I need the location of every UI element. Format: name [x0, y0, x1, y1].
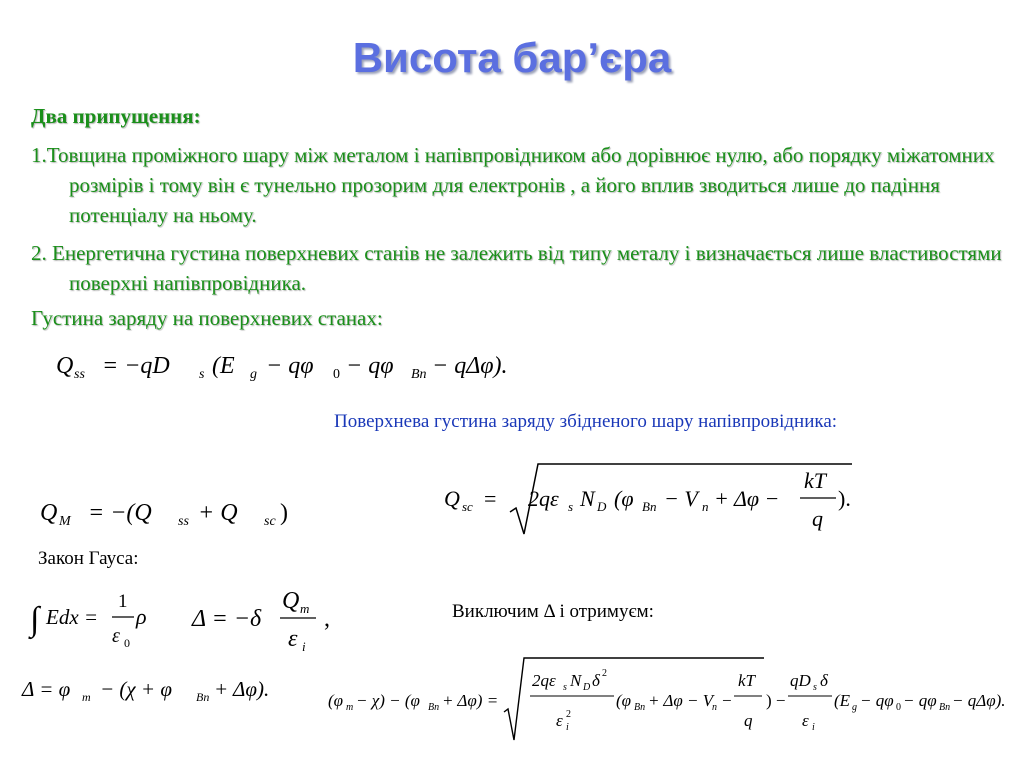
integral-sign: ∫ — [30, 601, 40, 638]
qss-sub-g: g — [250, 367, 257, 382]
gauss-num: 1 — [118, 591, 128, 612]
qsc-formula — [440, 460, 870, 542]
phi-sub-Bn: Bn — [196, 690, 210, 704]
delta-den: ε — [288, 626, 298, 652]
delta-num-sub: m — [300, 601, 310, 616]
final-frac2-den: ε — [802, 711, 809, 730]
qsc-paren: (φ — [614, 486, 634, 511]
qss-sub-0: 0 — [333, 367, 340, 382]
qss-sub-Bn: Bn — [411, 367, 427, 382]
gauss-den: ε — [112, 625, 120, 647]
slide-title: Висота бар’єра — [352, 34, 672, 81]
qsc-frac-den: q — [812, 506, 823, 531]
final-lhs: (φ — [328, 691, 344, 710]
assumption-1: 1.Товщина проміжного шару між металом і напівпровідником або дорівнює нулю, або порядку міжатомних розмірів і тому він є тунельно прозорим для електронів , а його вплив зводиться лише до падіння потенціалу на ньому. — [31, 143, 995, 227]
final-tail: (E — [834, 691, 851, 710]
qsc-body: 2qε — [528, 486, 559, 511]
gauss-edx: Edx = — [46, 605, 99, 629]
final-tail3: − qφ — [903, 691, 937, 710]
gauss-den-sub: 0 — [124, 636, 130, 650]
final-sqrt-nd: N — [570, 671, 582, 690]
delta-lhs: Δ = −δ — [192, 606, 262, 632]
qss-tail: (E — [212, 353, 235, 379]
final-tail-sub-0: 0 — [896, 702, 901, 713]
final-paren-sub-n: n — [712, 702, 717, 713]
delta-formula — [190, 582, 340, 654]
final-frac2-den-sub: i — [812, 722, 815, 733]
qss-tail3: − qφ — [346, 353, 394, 379]
final-part1: − χ) − (φ — [356, 691, 420, 710]
final-paren-sub: Bn — [634, 702, 646, 713]
final-part2: + Δφ) = — [442, 691, 499, 710]
phi-line: Δ = φ — [22, 677, 71, 701]
phi-end: + Δφ). — [214, 677, 270, 701]
final-frac2-num-sub: s — [813, 682, 817, 693]
gauss-formula — [30, 588, 160, 648]
qsc-lhs-sub: sc — [462, 499, 473, 514]
final-sub-m: m — [346, 702, 354, 713]
gauss-law-label: Закон Гауса: — [38, 548, 139, 569]
qsc-sub-D: D — [597, 499, 607, 514]
qss-tail2: − qφ — [266, 353, 314, 379]
final-kt-num: kT — [738, 671, 755, 690]
final-kt-den: q — [744, 711, 753, 730]
final-sqrt-den-sup: 2 — [566, 709, 571, 720]
final-tail-sub-Bn: Bn — [939, 702, 951, 713]
phi-rest: − (χ + φ — [100, 677, 172, 701]
qm-lhs: Q — [40, 500, 58, 526]
final-paren: (φ — [616, 691, 632, 710]
qm-sub: M — [59, 514, 71, 529]
qm-sub-sc: sc — [264, 514, 276, 529]
qsc-nd: N — [580, 486, 595, 511]
delta-comma: , — [324, 606, 330, 632]
qm-formula — [36, 494, 288, 530]
qss-formula — [52, 345, 522, 385]
qsc-eq: = — [484, 486, 497, 511]
phi-sub-m: m — [82, 690, 91, 704]
qss-lhs-sub: ss — [74, 367, 85, 382]
final-sqrt-den: ε — [556, 711, 563, 730]
qsc-close: ). — [838, 486, 851, 511]
final-sqrt-num-sub: s — [563, 682, 567, 693]
qsc-lhs: Q — [444, 486, 460, 511]
final-tail2: − qφ — [860, 691, 894, 710]
final-sqrt-den-sub: i — [566, 722, 569, 733]
phi-formula — [20, 672, 290, 706]
depletion-charge-label: Поверхнева густина заряду збідненого шару напівпровідника: — [334, 411, 838, 432]
gauss-rho: ρ — [136, 604, 147, 629]
final-close1: ) − — [766, 691, 786, 710]
exclude-delta-label: Виключим Δ і отримуєм: — [452, 601, 654, 622]
qss-rhs: = −qD — [102, 353, 170, 379]
surface-charge-label: Густина заряду на поверхневих станах: — [31, 306, 383, 330]
qss-tail4: − qΔφ). — [432, 353, 508, 379]
delta-num: Q — [282, 588, 300, 614]
qm-close: ) — [280, 500, 288, 526]
final-tail-sub-g: g — [852, 702, 857, 713]
delta-den-sub: i — [302, 639, 306, 654]
final-paren-rest: + Δφ − V — [648, 691, 714, 710]
final-tail4: − qΔφ). — [952, 691, 1006, 710]
final-sub-Bn: Bn — [428, 702, 440, 713]
qsc-frac-num: kT — [804, 468, 826, 493]
final-sqrt-nd-sub: D — [583, 682, 591, 693]
qsc-sub-s: s — [568, 499, 574, 514]
final-formula — [328, 654, 1020, 746]
qsc-plus: + Δφ − — [714, 486, 780, 511]
qss-sub-s: s — [199, 367, 205, 382]
final-frac2-num-delta: δ — [820, 671, 828, 690]
qm-plus: + Q — [198, 500, 238, 526]
final-minus: − — [722, 691, 732, 710]
final-sqrt-num: 2qε — [532, 671, 556, 690]
final-frac2-num: qD — [790, 671, 811, 690]
qss-lhs: Q — [56, 353, 74, 379]
final-sqrt-sup: 2 — [602, 668, 607, 679]
qsc-minus-v: − V — [664, 486, 698, 511]
qm-sub-ss: ss — [178, 514, 189, 529]
qm-rhs: = −(Q — [88, 500, 152, 526]
final-sqrt-delta: δ — [592, 671, 600, 690]
qsc-sub-Bn: Bn — [642, 499, 657, 514]
qsc-sub-n: n — [702, 499, 709, 514]
assumptions-heading: Два припущення: — [31, 104, 201, 128]
assumption-2: 2. Енергетична густина поверхневих станів не залежить від типу металу і визначається лише властивостями поверхні напівпровідника. — [31, 241, 1002, 295]
